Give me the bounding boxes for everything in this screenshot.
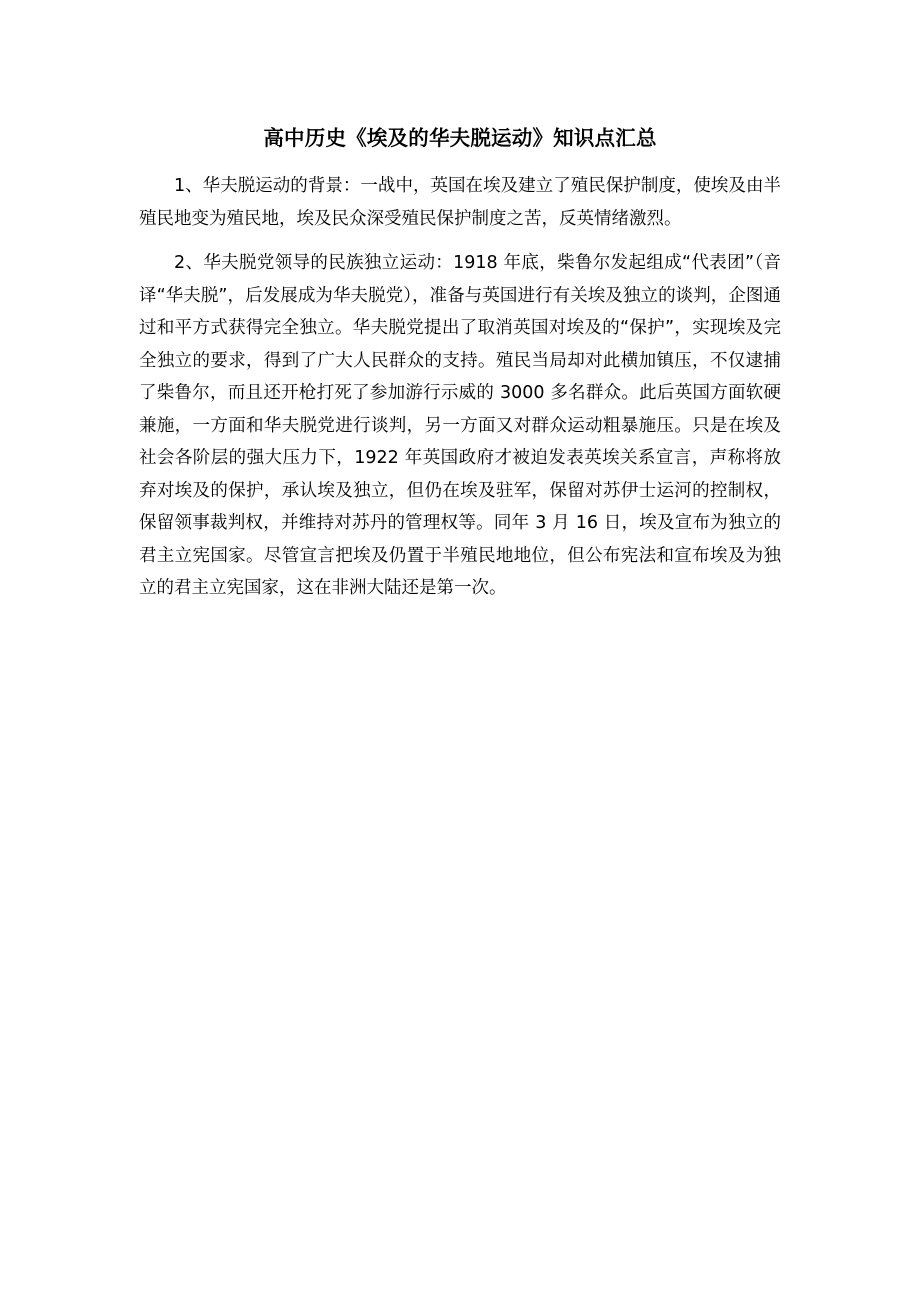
paragraph-background: 1、华夫脱运动的背景：一战中，英国在埃及建立了殖民保护制度，使埃及由半殖民地变为殖民地，埃及民众深受殖民保护制度之苦，反英情绪激烈。 bbox=[139, 176, 781, 229]
document-title: 高中历史《埃及的华夫脱运动》知识点汇总 bbox=[263, 126, 657, 150]
paragraph-independence-movement: 2、华夫脱党领导的民族独立运动：1918 年底，柴鲁尔发起组成“代表团”（音译“华夫脱”，后发展成为华夫脱党），准备与英国进行有关埃及独立的谈判，企图通过和平方式获得完全独立。华夫脱党提出了取消英国对埃及的“保护”，实现埃及完全独立的要求，得到了广大人民群众的支持。殖民当局却对此横加镇压，不仅逮捕了柴鲁尔，而且还开枪打死了参加游行示威的 3000 多名群众。此后英国方面软硬兼施，一方面和华夫脱党进行谈判，另一方面又对群众运动粗暴施压。只是在埃及社会各阶层的强大压力下，1922 年英国政府才被迫发表英埃关系宣言，声称将放弃对埃及的保护，承认埃及独立，但仍在埃及驻军，保留对苏伊士运河的控制权，保留领事裁判权，并维持对苏丹的管理权等。同年 3 月 16 日，埃及宣布为独立的君主立宪国家。尽管宣言把埃及仍置于半殖民地地位，但公布宪法和宣布埃及为独立的君主立宪国家，这在非洲大陆还是第一次。 bbox=[139, 253, 781, 598]
